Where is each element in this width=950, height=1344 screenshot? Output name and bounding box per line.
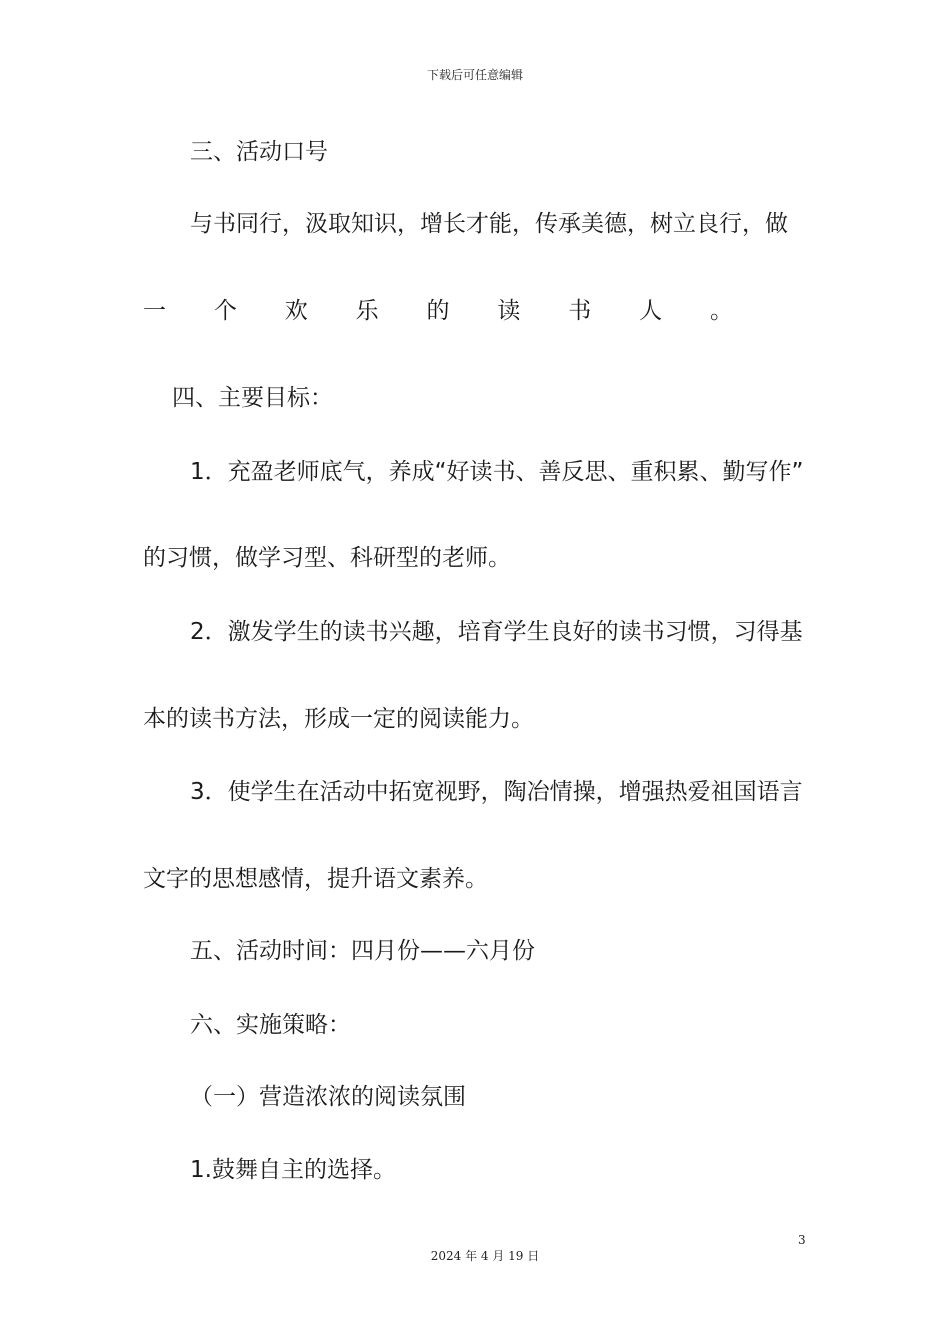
sub-section-1-title: （一）营造浓浓的阅读氛围: [190, 1084, 466, 1110]
slogan-char: 一: [143, 298, 166, 324]
section-5: 五、活动时间：四月份——六月份: [190, 938, 535, 964]
slogan-char: 。: [710, 298, 733, 324]
slogan-char: 人: [639, 298, 663, 324]
goal-3-line-2: 文字的思想感情，提升语文素养。: [143, 866, 488, 892]
slogan-char: 欢: [284, 298, 308, 324]
goal-1-line-1: 1．充盈老师底气，养成“好读书、善反思、重积累、勤写作”: [190, 459, 804, 485]
page-footer-date: 2024 年 4 月 19 日: [430, 1249, 540, 1263]
goal-2-line-1: 2．激发学生的读书兴趣，培育学生良好的读书习惯，习得基: [190, 619, 803, 645]
section-4-title: 四、主要目标：: [172, 385, 333, 411]
slogan-char: 的: [426, 298, 450, 324]
section-6-title: 六、实施策略：: [190, 1012, 351, 1038]
goal-2-line-2: 本的读书方法，形成一定的阅读能力。: [143, 706, 534, 732]
slogan-char: 读: [497, 298, 521, 324]
slogan-line-2: [143, 296, 733, 326]
page-number: 3: [798, 1233, 806, 1247]
section-3-title: 三、活动口号: [190, 139, 328, 165]
slogan-char: 个: [213, 298, 237, 324]
slogan-char: 乐: [355, 298, 379, 324]
goal-3-line-1: 3．使学生在活动中拓宽视野，陶冶情操，增强热爱祖国语言: [190, 779, 803, 805]
page-header: 下载后可任意编辑: [426, 68, 523, 82]
item-1: 1.鼓舞自主的选择。: [190, 1157, 396, 1183]
slogan-line-1: 与书同行，汲取知识，增长才能，传承美德，树立良行，做: [190, 211, 788, 237]
goal-1-line-2: 的习惯，做学习型、科研型的老师。: [143, 545, 511, 571]
slogan-char: 书: [568, 298, 592, 324]
